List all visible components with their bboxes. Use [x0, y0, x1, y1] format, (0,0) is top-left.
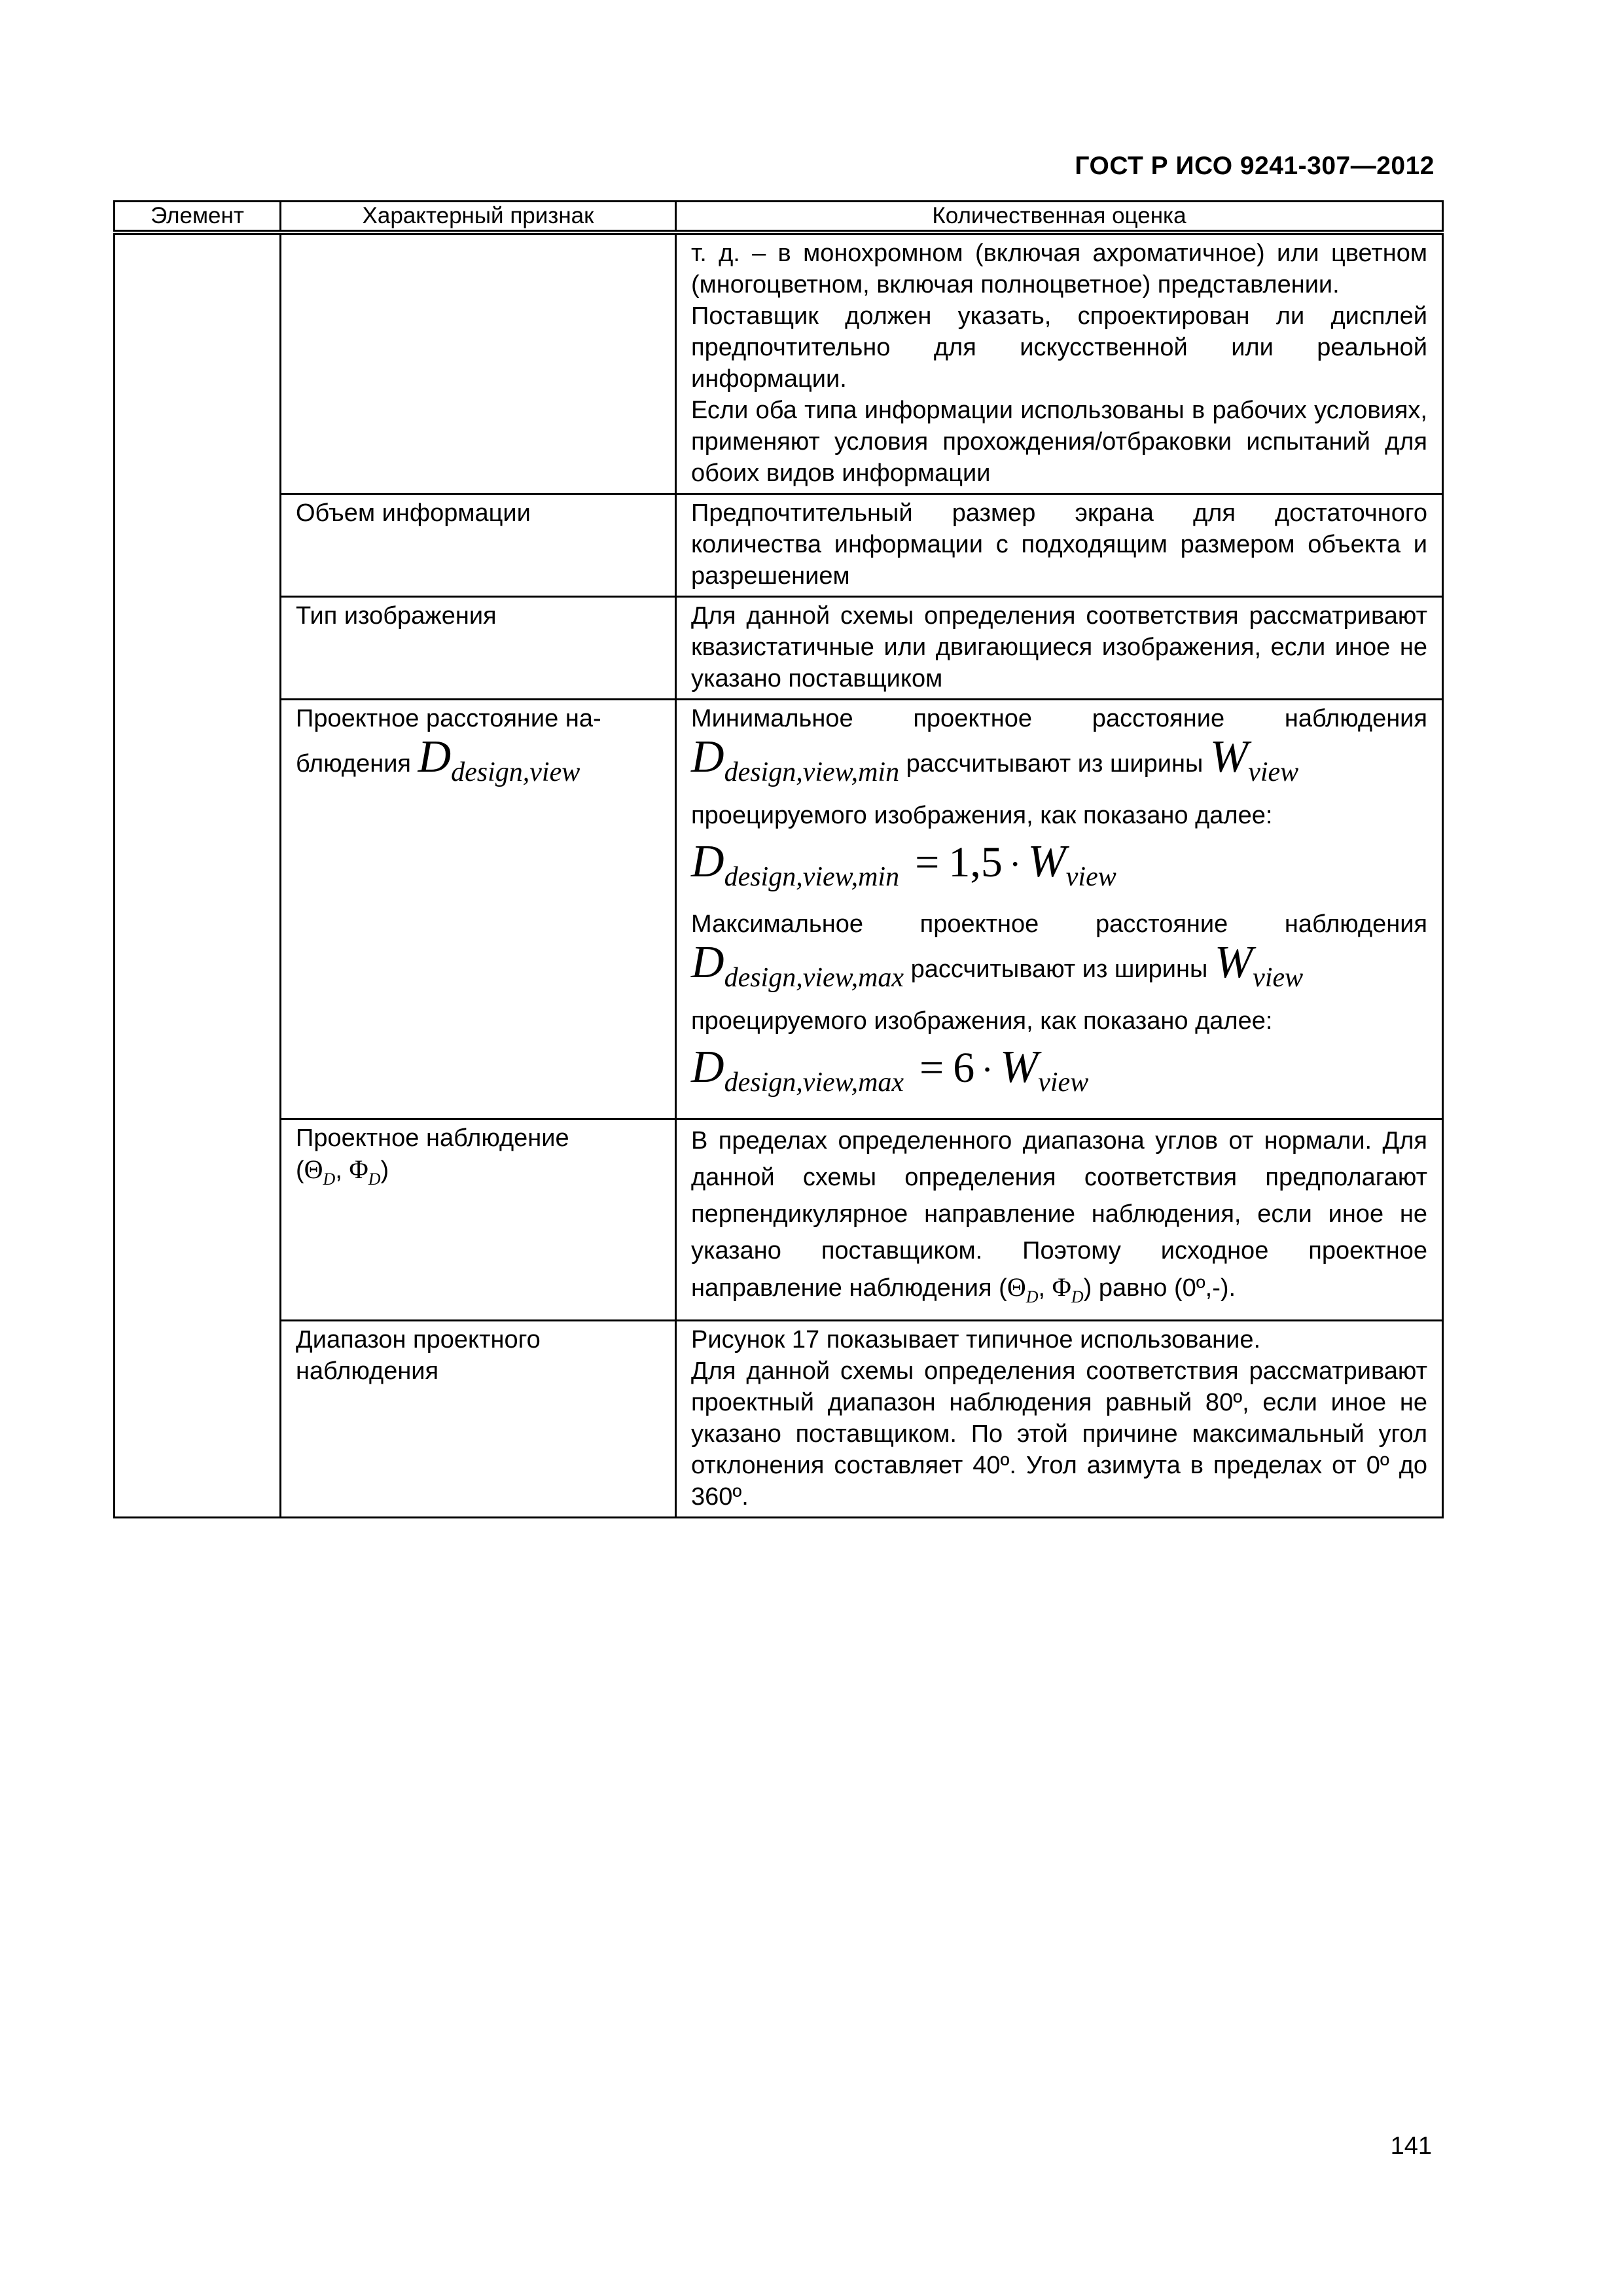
quantity-paragraph: Для данной схемы определения соответствия рассматривают проектный диапазон наблюдения равный 80º, если иное не указано поставщиком. По этой причине максимальный угол отклонения составляет 40º. Угол азимута в пределах от 0º до 360º.: [691, 1357, 1427, 1511]
symbol-subscript: D: [1026, 1287, 1039, 1306]
equation-min: [691, 831, 1427, 908]
symbol-subscript: D: [368, 1170, 381, 1189]
column-header-element: Элемент: [115, 202, 281, 233]
table-row: [115, 597, 1443, 700]
coefficient-min: 1,5: [948, 838, 1003, 886]
column-header-feature: Характерный признак: [281, 202, 676, 233]
symbol-d: D: [691, 1042, 724, 1092]
symbol-phi: Φ: [1052, 1272, 1071, 1302]
symbol-d-subscript: design,view,max: [724, 963, 904, 993]
formula-line: [691, 734, 1427, 800]
symbol-d-subscript: design,view,min: [724, 862, 900, 892]
element-cell: [115, 232, 281, 1518]
quantity-text: ) равно (0º,-).: [1083, 1274, 1236, 1302]
symbol-w: W: [1214, 937, 1253, 988]
symbol-phi: Φ: [349, 1155, 368, 1184]
quantity-cell: [676, 1321, 1443, 1518]
quantity-cell: [676, 1119, 1443, 1321]
feature-text: блюдения: [296, 750, 411, 778]
table-row: [115, 494, 1443, 597]
quantity-paragraph: т. д. – в монохромном (включая ахроматичное) или цветном (многоцветном, включая полноцветное) представлении.: [691, 240, 1427, 298]
symbol-d: D: [691, 836, 724, 887]
symbol-d: D: [418, 732, 452, 782]
symbol-theta: Θ: [1007, 1272, 1026, 1302]
symbol-w: W: [999, 1042, 1039, 1092]
feature-cell: [281, 700, 676, 1119]
quantity-cell: Для данной схемы определения соответствия рассматривают квазистатичные или двигающиеся изображения, если иное не указано поставщиком: [676, 597, 1443, 700]
table-header-row: [115, 202, 1443, 233]
feature-text: Проектное наблюдение: [296, 1124, 569, 1152]
symbol-w-subscript: view: [1065, 862, 1116, 892]
coefficient-max: 6: [953, 1044, 975, 1092]
quantity-paragraph: Поставщик должен указать, спроектирован ли дисплей предпочтительно для искусственной или реальной информации.: [691, 302, 1427, 393]
feature-formula-line: [296, 734, 660, 800]
symbol-d: D: [691, 732, 724, 782]
feature-cell: Тип изображения: [281, 597, 676, 700]
symbol-w-subscript: view: [1038, 1067, 1089, 1098]
quantity-paragraph: Рисунок 17 показывает типичное использование.: [691, 1326, 1261, 1354]
formula-text: рассчитывают из ширины: [906, 750, 1204, 778]
equals-sign: =: [919, 1044, 944, 1092]
table-row: [115, 700, 1443, 1119]
symbol-subscript: D: [323, 1170, 336, 1189]
symbol-d-subscript: design,view: [451, 757, 580, 787]
feature-cell: Объем информации: [281, 494, 676, 597]
feature-text-line: Проектное расстояние на-: [296, 705, 601, 732]
symbol-w: W: [1027, 836, 1066, 887]
formula-text: рассчитывают из ширины: [910, 956, 1208, 983]
table-row: [115, 1119, 1443, 1321]
specification-table: [113, 200, 1444, 1518]
symbol-w-subscript: view: [1248, 757, 1299, 787]
symbol-subscript: D: [1071, 1287, 1084, 1306]
document-header: ГОСТ Р ИСО 9241-307—2012: [1075, 152, 1435, 180]
quantity-text: В пределах определенного диапазона углов от нормали. Для данной схемы определения соответствия предполагают перпендикулярное направление наблюдения, если иное не указано поставщиком. Поэтому исходное проектное направление наблюдения (: [691, 1127, 1427, 1302]
symbol-d-subscript: design,view,min: [724, 757, 900, 787]
equals-sign: =: [915, 838, 940, 886]
feature-cell: [281, 232, 676, 494]
quantity-paragraph: проецируемого изображения, как показано далее:: [691, 1007, 1273, 1035]
feature-cell: [281, 1119, 676, 1321]
symbol-d-subscript: design,view,max: [724, 1067, 904, 1098]
symbol-d: D: [691, 937, 724, 988]
page-number: 141: [1390, 2132, 1432, 2160]
symbol-w: W: [1209, 732, 1249, 782]
feature-cell: Диапазон проектного наблюдения: [281, 1321, 676, 1518]
formula-line: [691, 937, 1427, 1005]
quantity-paragraph: В пределах определенного диапазона углов от нормали. Для данной схемы определения соответствия предполагают перпендикулярное направление наблюдения, если иное не указано поставщиком. Поэтому исходное проектное направление наблюдения ($\Theta_D$, $\Phi_D$) равно (0º,-).: [691, 1127, 1427, 1306]
quantity-cell: [676, 232, 1443, 494]
symbol-theta: Θ: [304, 1155, 323, 1184]
quantity-paragraph: Если оба типа информации использованы в рабочих условиях, применяют условия прохождения/отбраковки испытаний для обоих видов информации: [691, 397, 1427, 487]
quantity-cell: Предпочтительный размер экрана для достаточного количества информации с подходящим размером объекта и разрешением: [676, 494, 1443, 597]
quantity-paragraph: Минимальное проектное расстояние наблюдения: [691, 705, 1427, 732]
column-header-quantity: Количественная оценка: [676, 202, 1443, 233]
multiply-dot: ·: [981, 1050, 993, 1090]
quantity-cell: [676, 700, 1443, 1119]
table-row: [115, 1321, 1443, 1518]
symbol-w-subscript: view: [1253, 963, 1304, 993]
equation-max: [691, 1037, 1427, 1114]
quantity-paragraph: Максимальное проектное расстояние наблюдения: [691, 910, 1427, 938]
multiply-dot: ·: [1008, 844, 1022, 885]
quantity-paragraph: проецируемого изображения, как показано далее:: [691, 802, 1273, 829]
feature-angles: ($\Theta_D$, $\Phi_D$): [296, 1155, 389, 1189]
table-row: [115, 232, 1443, 494]
